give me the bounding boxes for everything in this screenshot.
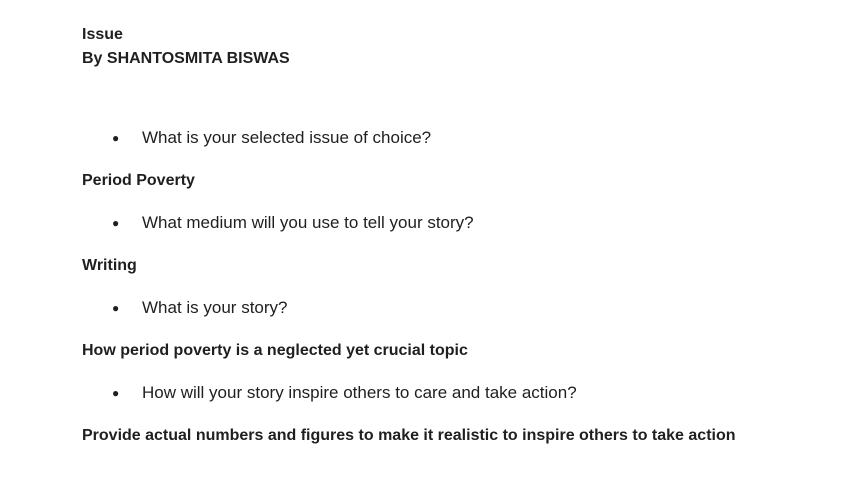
answer-text-2: Writing [82,257,137,274]
author-line: By SHANTOSMITA BISWAS [82,50,290,67]
document-title: Issue [82,26,123,43]
bullet-icon: ● [112,386,120,400]
question-text: How will your story inspire others to care and take action? [142,383,577,402]
answer-text-1: Period Poverty [82,172,195,189]
bullet-icon: ● [112,131,120,145]
bullet-icon: ● [112,301,120,315]
question-text: What is your story? [142,298,288,317]
question-text: What is your selected issue of choice? [142,128,432,147]
question-text: What medium will you use to tell your story? [142,213,474,232]
answer-text-3: How period poverty is a neglected yet crucial topic [82,342,468,359]
bullet-icon: ● [112,216,120,230]
answer-text-4: Provide actual numbers and figures to make it realistic to inspire others to take action [82,427,736,444]
